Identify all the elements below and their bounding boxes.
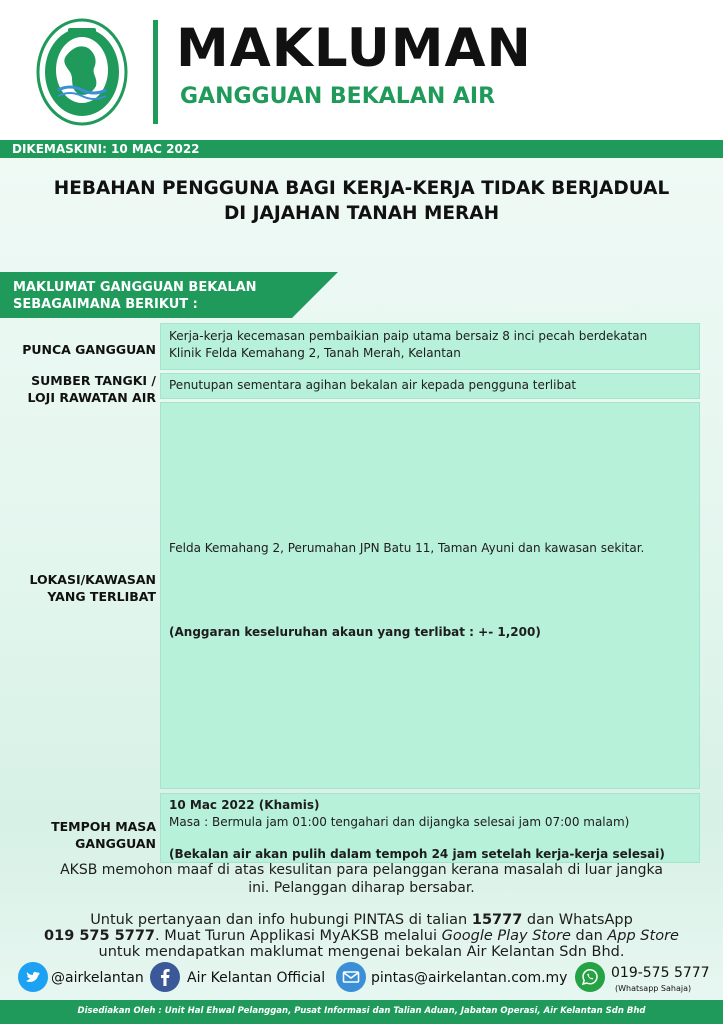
apology-line-2: ini. Pelanggan diharap bersabar. <box>248 880 475 896</box>
pintas-number[interactable]: 15777 <box>471 912 523 928</box>
tempoh-time: Masa : Bermula jam 01:00 tengahari dan dijangka selesai jam 07:00 malam) <box>169 815 630 829</box>
company-logo <box>36 18 128 126</box>
headline-line-2: DI JAJAHAN TANAH MERAH <box>223 203 500 224</box>
label-lokasi-1: LOKASI/KAWASAN <box>29 572 156 587</box>
punca-line-1: Kerja-kerja kecemasan pembaikian paip utama bersaiz 8 inci pecah berdekatan <box>169 329 648 343</box>
whatsapp-number[interactable]: 019 575 5777 <box>44 928 156 944</box>
twitter-icon[interactable] <box>18 962 48 992</box>
whatsapp-note: (Whatsapp Sahaja) <box>615 984 692 993</box>
tempoh-note: (Bekalan air akan pulih dalam tempoh 24 jam setelah kerja-kerja selesai) <box>169 847 665 861</box>
facebook-icon[interactable] <box>150 962 180 992</box>
cell-punca <box>160 323 700 370</box>
email-icon[interactable] <box>336 962 366 992</box>
page-title: MAKLUMAN <box>176 18 532 79</box>
header <box>0 0 723 140</box>
cell-sumber <box>160 373 700 399</box>
contact-line-1: Untuk pertanyaan dan info hubungi PINTAS di talian 15777 dan WhatsApp <box>90 912 633 928</box>
label-tempoh <box>0 818 156 852</box>
updated-date: DIKEMASKINI: 10 MAC 2022 <box>12 142 200 156</box>
whatsapp-phone[interactable]: 019-575 5777 <box>611 965 710 981</box>
label-lokasi <box>0 571 156 605</box>
app-store-link[interactable]: App Store <box>607 928 679 944</box>
footer-text: Disediakan Oleh : Unit Hal Ehwal Pelanggan, Pusat Informasi dan Talian Aduan, Jabatan Operasi, Air Kelantan Sdn Bhd <box>77 1006 646 1016</box>
label-lokasi-2: YANG TERLIBAT <box>47 589 156 604</box>
social-links <box>0 962 723 998</box>
contact-line-3: untuk mendapatkan maklumat mengenai bekalan Air Kelantan Sdn Bhd. <box>98 944 625 960</box>
banner-line-1: MAKLUMAT GANGGUAN BEKALAN <box>13 280 257 295</box>
tempoh-date: 10 Mac 2022 (Khamis) <box>169 798 320 812</box>
contact-info <box>0 912 723 960</box>
label-tempoh-2: GANGGUAN <box>75 836 156 851</box>
label-sumber-2: LOJI RAWATAN AIR <box>27 390 156 405</box>
cell-lokasi <box>160 402 700 789</box>
apology-line-1: AKSB memohon maaf di atas kesulitan para pelanggan kerana masalah di luar jangka <box>60 862 663 878</box>
apology-text <box>0 861 723 897</box>
sumber-text: Penutupan sementara agihan bekalan air kepada pengguna terlibat <box>169 378 577 392</box>
cell-tempoh <box>160 793 700 863</box>
page-subtitle: GANGGUAN BEKALAN AIR <box>180 84 496 109</box>
updated-bar <box>0 140 723 158</box>
facebook-page[interactable]: Air Kelantan Official <box>187 970 326 986</box>
banner-text <box>13 279 257 313</box>
lokasi-text: Felda Kemahang 2, Perumahan JPN Batu 11, Taman Ayuni dan kawasan sekitar. <box>169 541 645 555</box>
label-tempoh-1: TEMPOH MASA <box>51 819 156 834</box>
section-banner <box>0 272 338 318</box>
google-play-link[interactable]: Google Play Store <box>441 928 571 944</box>
notice-headline <box>0 176 723 226</box>
twitter-handle[interactable]: @airkelantan <box>51 970 144 986</box>
header-divider <box>153 20 158 124</box>
email-address[interactable]: pintas@airkelantan.com.my <box>371 970 568 986</box>
label-punca: PUNCA GANGGUAN <box>22 342 156 357</box>
contact-line-2: 019 575 5777. Muat Turun Applikasi MyAKSB melalui Google Play Store dan App Store <box>44 928 679 944</box>
label-sumber <box>0 372 156 406</box>
punca-line-2: Klinik Felda Kemahang 2, Tanah Merah, Kelantan <box>169 346 461 360</box>
headline-line-1: HEBAHAN PENGGUNA BAGI KERJA-KERJA TIDAK BERJADUAL <box>53 178 670 199</box>
footer <box>0 1000 723 1024</box>
lokasi-accounts: (Anggaran keseluruhan akaun yang terlibat : +- 1,200) <box>169 625 541 639</box>
whatsapp-icon[interactable] <box>575 962 605 992</box>
banner-line-2: SEBAGAIMANA BERIKUT : <box>13 297 198 312</box>
label-sumber-1: SUMBER TANGKI / <box>31 373 156 388</box>
